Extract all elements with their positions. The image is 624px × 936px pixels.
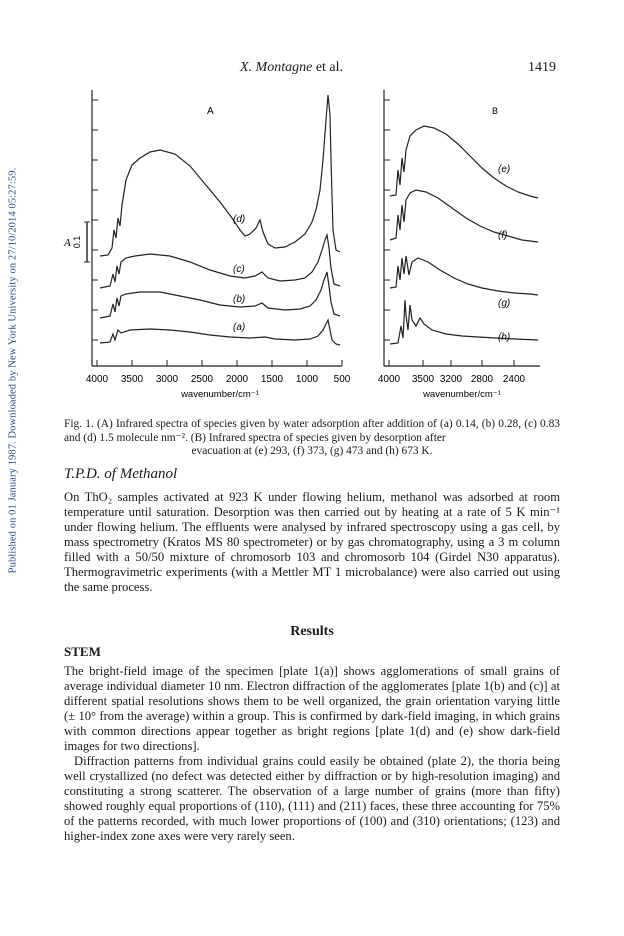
panel-b-tick-2400: 2400 — [502, 374, 526, 385]
tpd-paragraph — [64, 490, 560, 595]
spectrum-c — [100, 235, 340, 288]
panel-b-tick-3500: 3500 — [411, 374, 435, 385]
page-number: 1419 — [528, 60, 556, 75]
spectrum-f — [390, 190, 538, 242]
panel-b-label: B — [492, 106, 499, 116]
panel-b-tick-4000: 4000 — [377, 374, 401, 385]
panel-b-xlabel: wavenumber/cm⁻¹ — [423, 389, 501, 400]
spectrum-g — [390, 256, 538, 295]
curve-label-d: (d) — [233, 214, 246, 225]
curve-label-b: (b) — [233, 294, 246, 305]
curve-label-a: (a) — [233, 322, 246, 333]
panel-a-label: A — [207, 106, 214, 117]
curve-label-c: (c) — [233, 264, 245, 275]
curve-label-f: (f) — [498, 230, 508, 241]
panel-b-left-ticks — [384, 100, 390, 340]
figure-1 — [0, 0, 624, 410]
author-name: X. Montagne — [240, 60, 313, 75]
results-body — [64, 664, 560, 844]
results-paragraph-2: Diffraction patterns from individual grains could easily be obtained (plate 2), the thoria being well crystallized (no defect was detected either by diffraction or by high-resolution imaging) and constituting a strong scatterer. The observation of a large number of grains (more than fifty) showed roughly equal proportions of (110), (111) and (211) faces, these three accounting for 75% of the patterns recorded, with much lower proportions of (100) and (310) orientations; (123) and higher-index zone axes were very rarely seen. — [64, 754, 560, 843]
watermark-text: Published on 01 January 1987. Downloaded by New York University on 27/10/2014 05:27:59. — [7, 167, 19, 573]
results-paragraph-1: The bright-field image of the specimen [plate 1(a)] shows agglomerations of small grains of average individual diameter 10 nm. Electron diffraction of the agglomerates [plate 1(b) and (c)] at different spatial resolutions shows them to be well organized, the grain orientation varying little (± 10° from the average) within a group. This is confirmed by dark-field imaging, in which grains with common directions appear together as bright regions [plate 1(d) and (e) show dark-field images for two directions]. — [64, 664, 560, 753]
stem-heading: STEM — [64, 644, 101, 659]
panel-a-bottom-ticks — [97, 360, 342, 366]
absorbance-label: A — [64, 237, 71, 249]
panel-b — [378, 90, 540, 400]
scale-bar-label: 0.1 — [72, 235, 82, 249]
caption-line-1: Fig. 1. (A) Infrared spectra of species given by water adsorption after addition of (a) 0.14, (b) 0.28, (c) 0.83 and (d) 1.5 molecule nm⁻². (B) Infrared spectra of species given by desorption after — [64, 418, 560, 444]
panel-a-tick-1000: 1000 — [295, 374, 319, 385]
spectrum-d — [100, 95, 340, 256]
panel-a-tick-500: 500 — [333, 374, 351, 385]
panel-a-tick-2500: 2500 — [190, 374, 214, 385]
panel-a-tick-3500: 3500 — [120, 374, 144, 385]
figure-caption — [64, 418, 560, 459]
panel-a-xlabel: wavenumber/cm⁻¹ — [181, 389, 259, 400]
panel-a-left-ticks — [92, 100, 98, 340]
section-title-tpd: T.P.D. of Methanol — [64, 466, 178, 482]
panel-a-tick-3000: 3000 — [155, 374, 179, 385]
et-al: et al. — [312, 60, 344, 75]
caption-line-2: evacuation at (e) 293, (f) 373, (g) 473 and (h) 673 K. — [191, 445, 433, 458]
spectrum-h — [390, 300, 538, 344]
panel-b-tick-2800: 2800 — [470, 374, 494, 385]
spectrum-b — [100, 272, 340, 318]
curve-label-e: (e) — [498, 164, 511, 175]
results-heading: Results — [290, 624, 334, 639]
panel-a — [63, 90, 351, 400]
tpd-text: On ThO₂ samples activated at 923 K under flowing helium, methanol was adsorbed at room temperature until saturation. Desorption was then carried out by heating at a rate of 5 K min⁻¹ under flowing helium. The effluents were analysed by infrared spectroscopy using a gas cell, by mass spectrometry (Kratos MS 80 spectrometer) or by gas chromatography, using a 3 m column filled with a 50/50 mixture of chromosorb 103 and chromosorb 104 (Girdel N30 apparatus). Thermogravimetric experiments (with a Mettler MT 1 microbalance) were also carried out using the same process. — [64, 490, 560, 594]
panel-a-tick-2000: 2000 — [225, 374, 249, 385]
curve-label-h: (h) — [498, 332, 511, 343]
panel-a-tick-1500: 1500 — [260, 374, 284, 385]
panel-b-tick-3200: 3200 — [439, 374, 463, 385]
panel-b-bottom-ticks — [389, 360, 514, 366]
spectrum-a — [100, 320, 340, 345]
panel-a-tick-4000: 4000 — [85, 374, 109, 385]
spectrum-e — [390, 126, 538, 198]
curve-label-g: (g) — [498, 298, 511, 309]
